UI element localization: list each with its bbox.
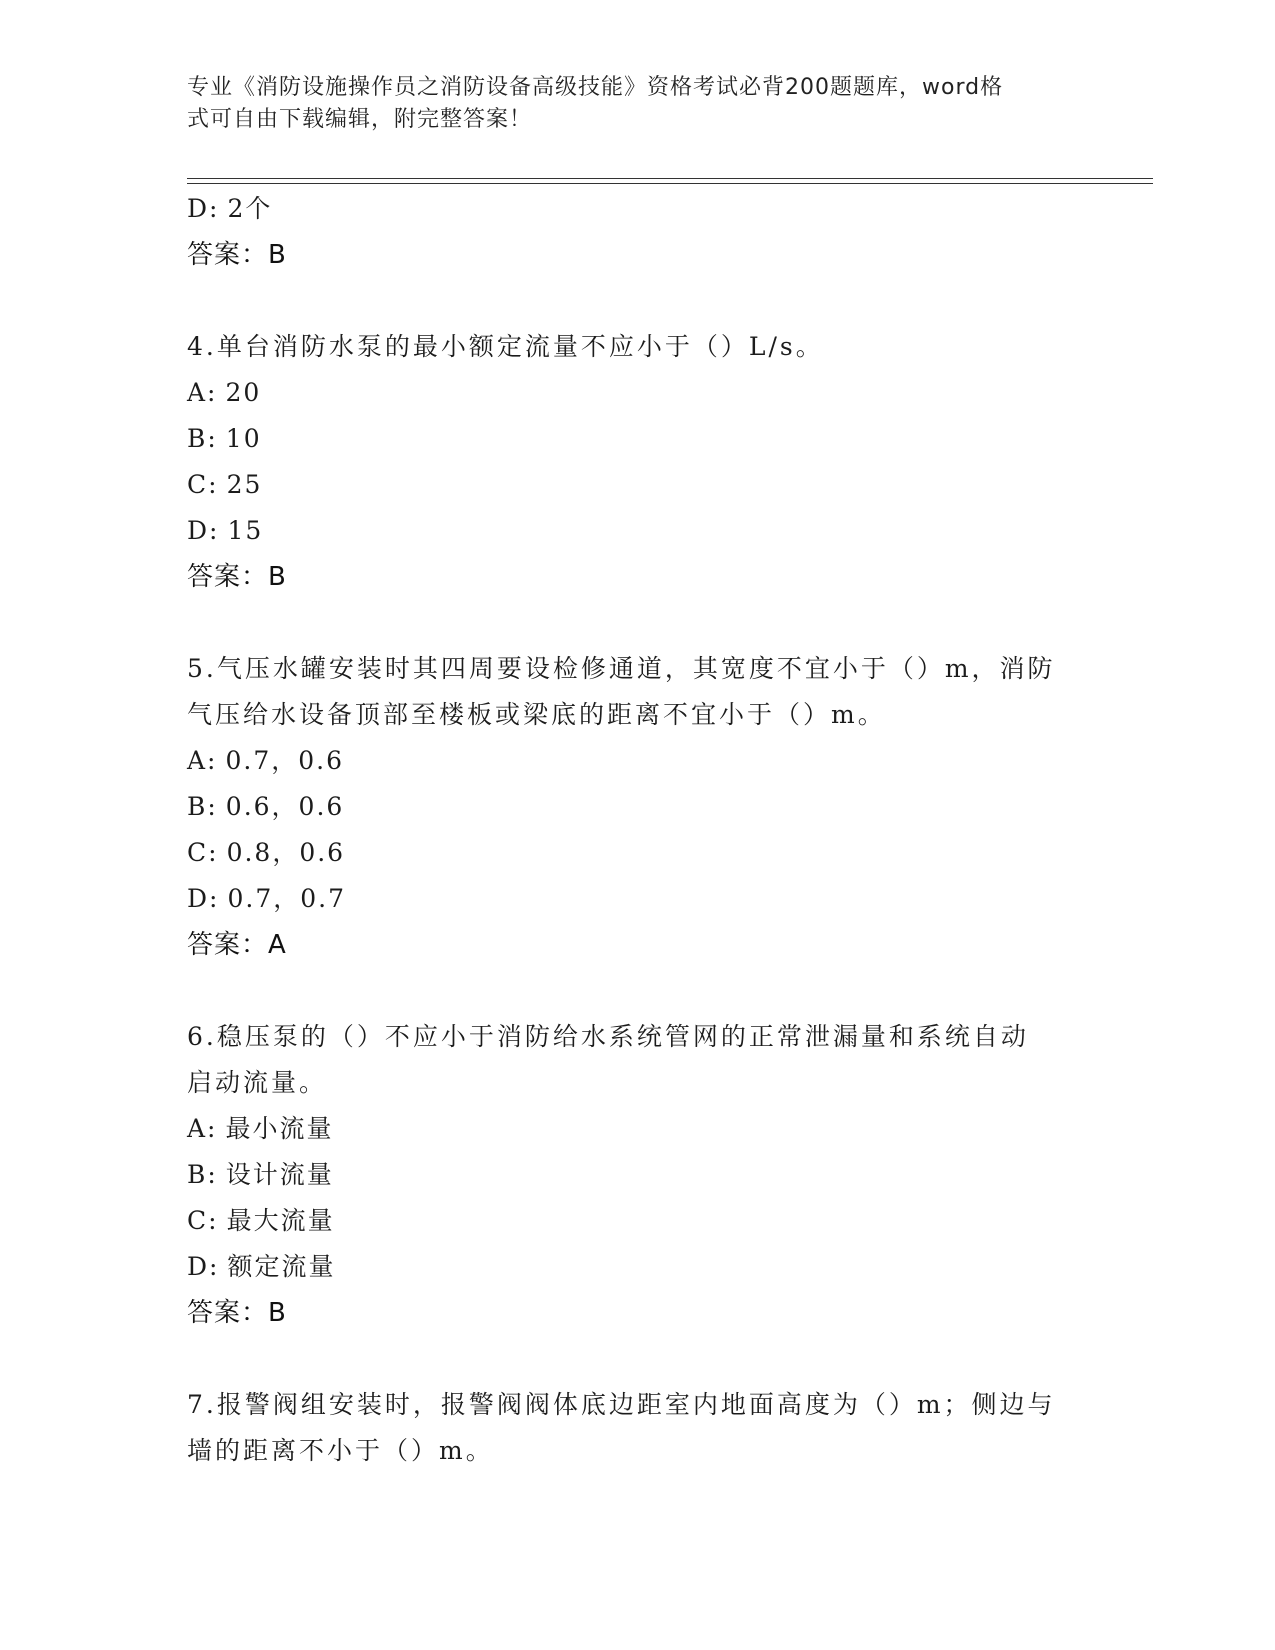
question-5: [187, 646, 1087, 968]
option-d: [187, 186, 1087, 232]
option-value: 10: [225, 424, 262, 453]
option-label: D:: [187, 194, 220, 223]
question-6: [187, 1014, 1087, 1336]
option-d: [187, 876, 1087, 922]
option-label: C:: [187, 838, 219, 867]
question-text-line-1: 7.报警阀组安装时，报警阀阀体底边距室内地面高度为（）m；侧边与: [187, 1390, 1056, 1419]
option-value: 15: [227, 516, 264, 545]
spacer: [187, 600, 1087, 646]
option-label: B:: [187, 424, 218, 453]
question-4: [187, 324, 1087, 600]
option-label: C:: [187, 1206, 219, 1235]
option-a: [187, 738, 1087, 784]
option-b: [187, 1152, 1087, 1198]
option-label: C:: [187, 470, 219, 499]
option-value: 25: [226, 470, 263, 499]
option-c: [187, 462, 1087, 508]
question-text: 4.单台消防水泵的最小额定流量不应小于（）L/s。: [187, 332, 824, 361]
option-value: 20: [225, 378, 262, 407]
option-value: 2个: [227, 194, 273, 223]
option-value: 0.7，0.7: [227, 884, 346, 913]
option-label: B:: [187, 1160, 218, 1189]
header-divider-bottom: [187, 183, 1153, 184]
option-value: 最小流量: [225, 1114, 334, 1143]
spacer: [187, 278, 1087, 324]
option-b: [187, 784, 1087, 830]
option-value: 0.6，0.6: [225, 792, 345, 821]
answer-line: 答案：B: [187, 562, 287, 592]
spacer: [187, 968, 1087, 1014]
option-label: A:: [187, 378, 218, 407]
question-list: [187, 186, 1087, 1474]
option-c: [187, 1198, 1087, 1244]
question-7: [187, 1382, 1087, 1474]
answer-line: 答案：A: [187, 930, 287, 960]
option-label: B:: [187, 792, 218, 821]
option-b: [187, 416, 1087, 462]
option-value: 最大流量: [226, 1206, 335, 1235]
option-label: A:: [187, 1114, 218, 1143]
option-label: D:: [187, 1252, 220, 1281]
option-a: [187, 1106, 1087, 1152]
question-text-line-2: 气压给水设备顶部至楼板或梁底的距离不宜小于（）m。: [187, 700, 886, 729]
option-label: A:: [187, 746, 218, 775]
answer-line: 答案：B: [187, 240, 287, 270]
document-header: [187, 72, 1067, 136]
option-value: 设计流量: [225, 1160, 334, 1189]
option-label: D:: [187, 516, 220, 545]
header-divider-top: [187, 178, 1153, 179]
question-text-line-2: 启动流量。: [187, 1068, 328, 1097]
question-text-line-2: 墙的距离不小于（）m。: [187, 1436, 494, 1465]
question-text-line-1: 6.稳压泵的（）不应小于消防给水系统管网的正常泄漏量和系统自动: [187, 1022, 1029, 1051]
answer-line: 答案：B: [187, 1298, 287, 1328]
option-d: [187, 1244, 1087, 1290]
option-d: [187, 508, 1087, 554]
header-line-1: 专业《消防设施操作员之消防设备高级技能》资格考试必背200题题库，word格: [187, 75, 1004, 100]
option-label: D:: [187, 884, 220, 913]
question-text-line-1: 5.气压水罐安装时其四周要设检修通道，其宽度不宜小于（）m，消防: [187, 654, 1056, 683]
option-c: [187, 830, 1087, 876]
header-line-2: 式可自由下载编辑，附完整答案！: [187, 107, 533, 132]
option-value: 0.8，0.6: [226, 838, 346, 867]
option-a: [187, 370, 1087, 416]
option-value: 0.7，0.6: [225, 746, 345, 775]
option-value: 额定流量: [227, 1252, 336, 1281]
spacer: [187, 1336, 1087, 1382]
